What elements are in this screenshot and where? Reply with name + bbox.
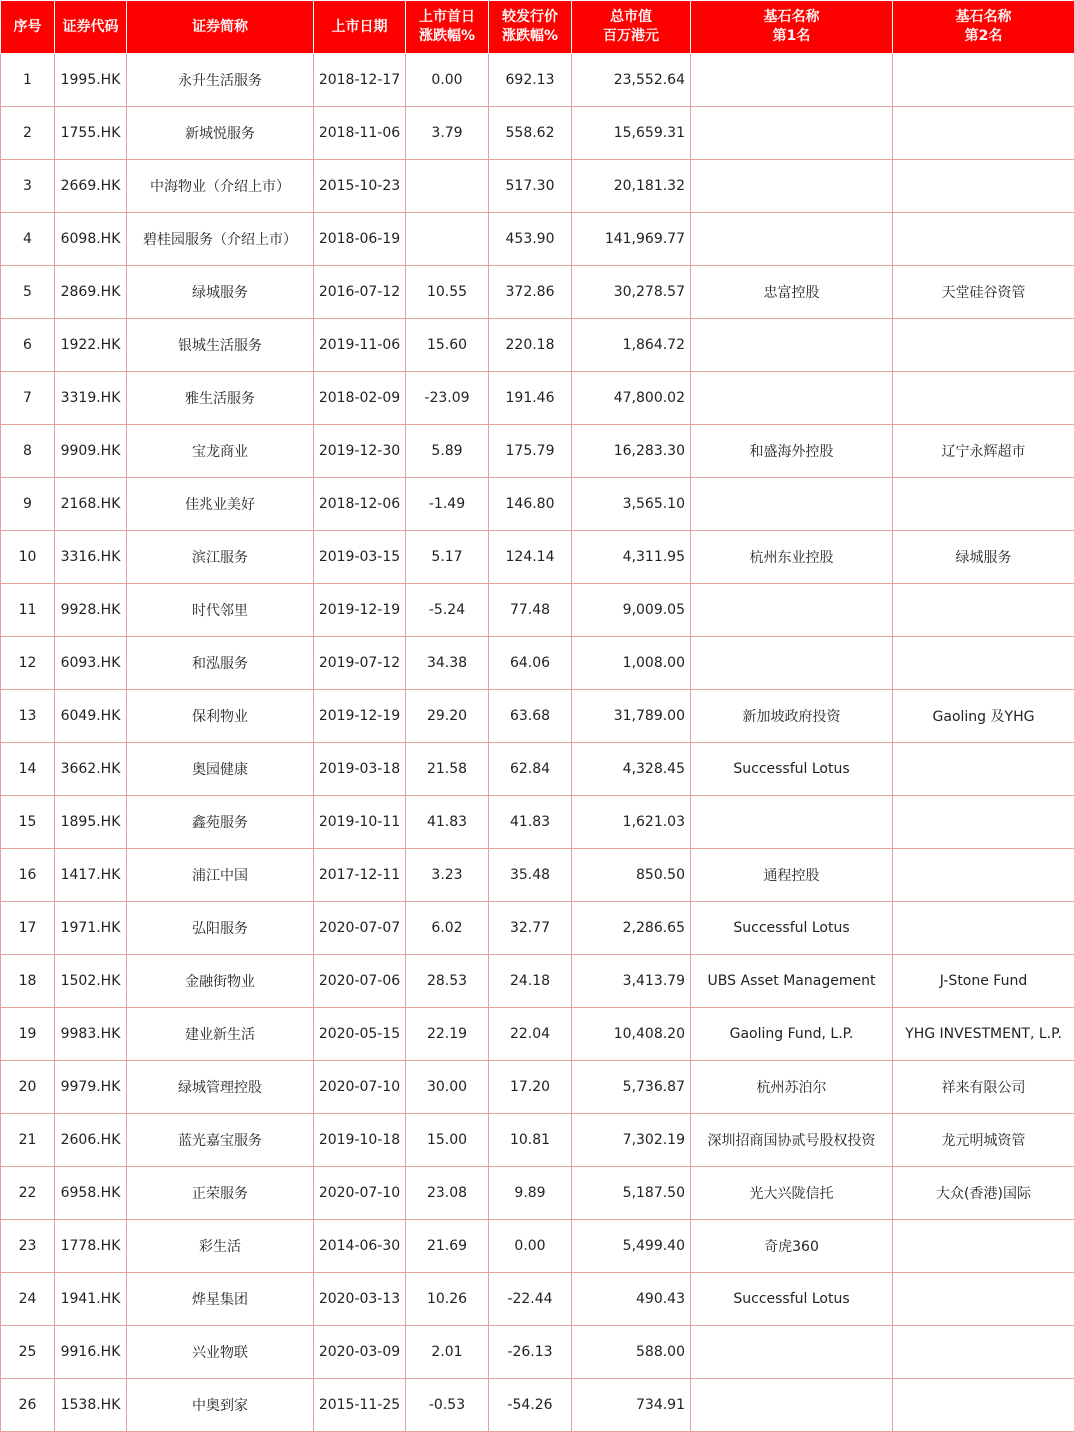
cell-code: 1778.HK bbox=[55, 1220, 127, 1273]
cell-code: 1502.HK bbox=[55, 955, 127, 1008]
cell-code: 2669.HK bbox=[55, 160, 127, 213]
cell-vs-ipo: -54.26 bbox=[489, 1379, 572, 1432]
cell-vs-ipo: 62.84 bbox=[489, 743, 572, 796]
cell-cornerstone-2 bbox=[893, 584, 1074, 637]
cell-code: 2869.HK bbox=[55, 266, 127, 319]
cell-vs-ipo: -26.13 bbox=[489, 1326, 572, 1379]
cell-mktcap: 2,286.65 bbox=[572, 902, 691, 955]
cell-name: 雅生活服务 bbox=[127, 372, 314, 425]
cell-cornerstone-2 bbox=[893, 372, 1074, 425]
cell-cornerstone-2 bbox=[893, 637, 1074, 690]
cell-first-day: -0.53 bbox=[406, 1379, 489, 1432]
cell-date: 2018-02-09 bbox=[314, 372, 406, 425]
cell-vs-ipo: 372.86 bbox=[489, 266, 572, 319]
cell-code: 9983.HK bbox=[55, 1008, 127, 1061]
cell-cornerstone-2: Gaoling 及YHG bbox=[893, 690, 1074, 743]
cell-code: 1941.HK bbox=[55, 1273, 127, 1326]
cell-seq: 9 bbox=[1, 478, 55, 531]
cell-seq: 14 bbox=[1, 743, 55, 796]
table-row bbox=[1, 743, 1074, 796]
cell-seq: 3 bbox=[1, 160, 55, 213]
cell-seq: 4 bbox=[1, 213, 55, 266]
cell-seq: 10 bbox=[1, 531, 55, 584]
cell-cornerstone-1 bbox=[691, 796, 893, 849]
cell-vs-ipo: 175.79 bbox=[489, 425, 572, 478]
cell-first-day: 28.53 bbox=[406, 955, 489, 1008]
cell-code: 2168.HK bbox=[55, 478, 127, 531]
cell-date: 2015-11-25 bbox=[314, 1379, 406, 1432]
cell-mktcap: 3,413.79 bbox=[572, 955, 691, 1008]
cell-vs-ipo: 24.18 bbox=[489, 955, 572, 1008]
cell-cornerstone-2 bbox=[893, 1220, 1074, 1273]
cell-code: 1755.HK bbox=[55, 107, 127, 160]
cell-date: 2019-03-15 bbox=[314, 531, 406, 584]
table-row bbox=[1, 637, 1074, 690]
cell-first-day bbox=[406, 213, 489, 266]
cell-cornerstone-2 bbox=[893, 319, 1074, 372]
cell-vs-ipo: 41.83 bbox=[489, 796, 572, 849]
table-row bbox=[1, 1273, 1074, 1326]
table-row bbox=[1, 902, 1074, 955]
cell-vs-ipo: 0.00 bbox=[489, 1220, 572, 1273]
cell-first-day: 6.02 bbox=[406, 902, 489, 955]
cell-date: 2014-06-30 bbox=[314, 1220, 406, 1273]
table-row bbox=[1, 690, 1074, 743]
cell-date: 2018-12-17 bbox=[314, 54, 406, 107]
cell-date: 2020-07-10 bbox=[314, 1167, 406, 1220]
header-code: 证券代码 bbox=[55, 1, 127, 54]
cell-date: 2018-11-06 bbox=[314, 107, 406, 160]
table-row bbox=[1, 54, 1074, 107]
cell-cornerstone-1: 通程控股 bbox=[691, 849, 893, 902]
cell-mktcap: 5,499.40 bbox=[572, 1220, 691, 1273]
cell-code: 6098.HK bbox=[55, 213, 127, 266]
cell-name: 浦江中国 bbox=[127, 849, 314, 902]
cell-cornerstone-1: 杭州东业控股 bbox=[691, 531, 893, 584]
cell-first-day: -5.24 bbox=[406, 584, 489, 637]
cell-name: 绿城服务 bbox=[127, 266, 314, 319]
cell-cornerstone-1: UBS Asset Management bbox=[691, 955, 893, 1008]
cell-seq: 1 bbox=[1, 54, 55, 107]
table-row bbox=[1, 266, 1074, 319]
cell-cornerstone-2: 绿城服务 bbox=[893, 531, 1074, 584]
table-row bbox=[1, 1326, 1074, 1379]
cell-cornerstone-2 bbox=[893, 902, 1074, 955]
cell-first-day: 23.08 bbox=[406, 1167, 489, 1220]
cell-name: 新城悦服务 bbox=[127, 107, 314, 160]
table-row bbox=[1, 319, 1074, 372]
cell-code: 6049.HK bbox=[55, 690, 127, 743]
cell-seq: 2 bbox=[1, 107, 55, 160]
cell-date: 2020-07-06 bbox=[314, 955, 406, 1008]
cell-first-day: -1.49 bbox=[406, 478, 489, 531]
cell-name: 佳兆业美好 bbox=[127, 478, 314, 531]
table-row bbox=[1, 955, 1074, 1008]
table-row bbox=[1, 213, 1074, 266]
cell-first-day: 29.20 bbox=[406, 690, 489, 743]
cell-first-day: 3.79 bbox=[406, 107, 489, 160]
table-row bbox=[1, 1008, 1074, 1061]
cell-first-day: 21.69 bbox=[406, 1220, 489, 1273]
table-row bbox=[1, 796, 1074, 849]
cell-name: 鑫苑服务 bbox=[127, 796, 314, 849]
cell-cornerstone-1 bbox=[691, 54, 893, 107]
cell-name: 中奥到家 bbox=[127, 1379, 314, 1432]
cell-name: 绿城管理控股 bbox=[127, 1061, 314, 1114]
cell-first-day: 15.00 bbox=[406, 1114, 489, 1167]
cell-seq: 7 bbox=[1, 372, 55, 425]
cell-date: 2018-06-19 bbox=[314, 213, 406, 266]
cell-seq: 16 bbox=[1, 849, 55, 902]
cell-code: 9909.HK bbox=[55, 425, 127, 478]
cell-seq: 15 bbox=[1, 796, 55, 849]
cell-first-day: 10.55 bbox=[406, 266, 489, 319]
cell-mktcap: 23,552.64 bbox=[572, 54, 691, 107]
cell-date: 2020-07-10 bbox=[314, 1061, 406, 1114]
cell-vs-ipo: 692.13 bbox=[489, 54, 572, 107]
cell-date: 2016-07-12 bbox=[314, 266, 406, 319]
cell-cornerstone-2: 龙元明城资管 bbox=[893, 1114, 1074, 1167]
cell-name: 宝龙商业 bbox=[127, 425, 314, 478]
header-cornerstone-1: 基石名称 第1名 bbox=[691, 1, 893, 54]
cell-cornerstone-1 bbox=[691, 319, 893, 372]
cell-seq: 22 bbox=[1, 1167, 55, 1220]
cell-date: 2020-05-15 bbox=[314, 1008, 406, 1061]
cell-seq: 19 bbox=[1, 1008, 55, 1061]
cell-cornerstone-1: 杭州苏泊尔 bbox=[691, 1061, 893, 1114]
cell-cornerstone-1: Gaoling Fund, L.P. bbox=[691, 1008, 893, 1061]
cell-vs-ipo: 10.81 bbox=[489, 1114, 572, 1167]
cell-cornerstone-1: 奇虎360 bbox=[691, 1220, 893, 1273]
cell-cornerstone-2 bbox=[893, 1326, 1074, 1379]
cell-code: 1995.HK bbox=[55, 54, 127, 107]
cell-mktcap: 5,736.87 bbox=[572, 1061, 691, 1114]
cell-seq: 8 bbox=[1, 425, 55, 478]
cell-mktcap: 1,864.72 bbox=[572, 319, 691, 372]
cell-name: 彩生活 bbox=[127, 1220, 314, 1273]
cell-vs-ipo: 124.14 bbox=[489, 531, 572, 584]
cell-code: 1895.HK bbox=[55, 796, 127, 849]
cell-cornerstone-2 bbox=[893, 160, 1074, 213]
cell-cornerstone-1 bbox=[691, 637, 893, 690]
cell-mktcap: 141,969.77 bbox=[572, 213, 691, 266]
cell-cornerstone-2: 天堂硅谷资管 bbox=[893, 266, 1074, 319]
cell-name: 永升生活服务 bbox=[127, 54, 314, 107]
cell-name: 碧桂园服务（介绍上市） bbox=[127, 213, 314, 266]
cell-code: 3319.HK bbox=[55, 372, 127, 425]
cell-code: 1922.HK bbox=[55, 319, 127, 372]
cell-cornerstone-1: Successful Lotus bbox=[691, 743, 893, 796]
cell-mktcap: 30,278.57 bbox=[572, 266, 691, 319]
cell-cornerstone-2: 辽宁永辉超市 bbox=[893, 425, 1074, 478]
header-vs-ipo: 较发行价 涨跌幅% bbox=[489, 1, 572, 54]
cell-seq: 18 bbox=[1, 955, 55, 1008]
table-row bbox=[1, 1114, 1074, 1167]
cell-seq: 20 bbox=[1, 1061, 55, 1114]
cell-code: 2606.HK bbox=[55, 1114, 127, 1167]
cell-name: 时代邻里 bbox=[127, 584, 314, 637]
cell-first-day: 30.00 bbox=[406, 1061, 489, 1114]
cell-seq: 26 bbox=[1, 1379, 55, 1432]
cell-seq: 25 bbox=[1, 1326, 55, 1379]
cell-code: 3316.HK bbox=[55, 531, 127, 584]
cell-cornerstone-2 bbox=[893, 54, 1074, 107]
table-row bbox=[1, 1167, 1074, 1220]
cell-mktcap: 9,009.05 bbox=[572, 584, 691, 637]
cell-cornerstone-2 bbox=[893, 107, 1074, 160]
cell-cornerstone-2 bbox=[893, 478, 1074, 531]
cell-vs-ipo: 146.80 bbox=[489, 478, 572, 531]
table-row bbox=[1, 531, 1074, 584]
cell-cornerstone-1 bbox=[691, 478, 893, 531]
cell-code: 9979.HK bbox=[55, 1061, 127, 1114]
cell-name: 兴业物联 bbox=[127, 1326, 314, 1379]
cell-cornerstone-1 bbox=[691, 160, 893, 213]
cell-cornerstone-1: 新加坡政府投资 bbox=[691, 690, 893, 743]
header-name: 证券简称 bbox=[127, 1, 314, 54]
cell-name: 中海物业（介绍上市） bbox=[127, 160, 314, 213]
cell-cornerstone-2 bbox=[893, 1273, 1074, 1326]
cell-date: 2020-03-13 bbox=[314, 1273, 406, 1326]
table-row bbox=[1, 107, 1074, 160]
cell-date: 2019-12-19 bbox=[314, 584, 406, 637]
cell-date: 2019-12-19 bbox=[314, 690, 406, 743]
cell-vs-ipo: 220.18 bbox=[489, 319, 572, 372]
cell-seq: 17 bbox=[1, 902, 55, 955]
header-seq: 序号 bbox=[1, 1, 55, 54]
cell-vs-ipo: 191.46 bbox=[489, 372, 572, 425]
cell-first-day: 34.38 bbox=[406, 637, 489, 690]
cell-seq: 6 bbox=[1, 319, 55, 372]
cell-first-day: -23.09 bbox=[406, 372, 489, 425]
cell-first-day: 22.19 bbox=[406, 1008, 489, 1061]
cell-mktcap: 734.91 bbox=[572, 1379, 691, 1432]
cell-first-day: 21.58 bbox=[406, 743, 489, 796]
cell-cornerstone-2 bbox=[893, 849, 1074, 902]
cell-first-day: 5.89 bbox=[406, 425, 489, 478]
cell-vs-ipo: 22.04 bbox=[489, 1008, 572, 1061]
cell-cornerstone-1 bbox=[691, 584, 893, 637]
cell-cornerstone-2 bbox=[893, 213, 1074, 266]
cell-name: 银城生活服务 bbox=[127, 319, 314, 372]
cell-code: 9928.HK bbox=[55, 584, 127, 637]
cell-cornerstone-1 bbox=[691, 107, 893, 160]
cell-cornerstone-1 bbox=[691, 213, 893, 266]
cell-name: 金融街物业 bbox=[127, 955, 314, 1008]
table-row bbox=[1, 425, 1074, 478]
cell-mktcap: 7,302.19 bbox=[572, 1114, 691, 1167]
cell-date: 2019-03-18 bbox=[314, 743, 406, 796]
cell-first-day: 41.83 bbox=[406, 796, 489, 849]
table-row bbox=[1, 372, 1074, 425]
cell-seq: 13 bbox=[1, 690, 55, 743]
cell-cornerstone-1: Successful Lotus bbox=[691, 1273, 893, 1326]
cell-date: 2019-10-18 bbox=[314, 1114, 406, 1167]
cell-cornerstone-1 bbox=[691, 1379, 893, 1432]
table-row bbox=[1, 849, 1074, 902]
cell-code: 9916.HK bbox=[55, 1326, 127, 1379]
table-row bbox=[1, 1379, 1074, 1432]
cell-vs-ipo: -22.44 bbox=[489, 1273, 572, 1326]
table-row bbox=[1, 1061, 1074, 1114]
cell-code: 3662.HK bbox=[55, 743, 127, 796]
cell-mktcap: 1,008.00 bbox=[572, 637, 691, 690]
table-row bbox=[1, 584, 1074, 637]
cell-name: 烨星集团 bbox=[127, 1273, 314, 1326]
cell-date: 2015-10-23 bbox=[314, 160, 406, 213]
cell-cornerstone-2 bbox=[893, 1379, 1074, 1432]
cell-date: 2020-07-07 bbox=[314, 902, 406, 955]
cell-first-day: 10.26 bbox=[406, 1273, 489, 1326]
cell-mktcap: 31,789.00 bbox=[572, 690, 691, 743]
cell-seq: 12 bbox=[1, 637, 55, 690]
cell-cornerstone-1: 深圳招商国协贰号股权投资 bbox=[691, 1114, 893, 1167]
cell-cornerstone-1: 光大兴陇信托 bbox=[691, 1167, 893, 1220]
cell-name: 弘阳服务 bbox=[127, 902, 314, 955]
cell-mktcap: 5,187.50 bbox=[572, 1167, 691, 1220]
header-date: 上市日期 bbox=[314, 1, 406, 54]
cell-cornerstone-2: J-Stone Fund bbox=[893, 955, 1074, 1008]
cell-first-day: 2.01 bbox=[406, 1326, 489, 1379]
cell-code: 6958.HK bbox=[55, 1167, 127, 1220]
cell-mktcap: 47,800.02 bbox=[572, 372, 691, 425]
cell-cornerstone-2: 祥来有限公司 bbox=[893, 1061, 1074, 1114]
cell-first-day: 15.60 bbox=[406, 319, 489, 372]
cell-vs-ipo: 17.20 bbox=[489, 1061, 572, 1114]
cell-name: 保利物业 bbox=[127, 690, 314, 743]
cell-mktcap: 850.50 bbox=[572, 849, 691, 902]
cell-cornerstone-1: Successful Lotus bbox=[691, 902, 893, 955]
cell-seq: 23 bbox=[1, 1220, 55, 1273]
cell-seq: 11 bbox=[1, 584, 55, 637]
cell-name: 滨江服务 bbox=[127, 531, 314, 584]
cell-mktcap: 490.43 bbox=[572, 1273, 691, 1326]
table-header-row bbox=[1, 1, 1074, 54]
cell-first-day: 0.00 bbox=[406, 54, 489, 107]
cell-vs-ipo: 77.48 bbox=[489, 584, 572, 637]
cell-vs-ipo: 63.68 bbox=[489, 690, 572, 743]
cell-vs-ipo: 558.62 bbox=[489, 107, 572, 160]
cell-date: 2019-07-12 bbox=[314, 637, 406, 690]
cell-cornerstone-1 bbox=[691, 1326, 893, 1379]
table-row bbox=[1, 160, 1074, 213]
cell-code: 6093.HK bbox=[55, 637, 127, 690]
cell-cornerstone-2: YHG INVESTMENT, L.P. bbox=[893, 1008, 1074, 1061]
cell-vs-ipo: 517.30 bbox=[489, 160, 572, 213]
cell-mktcap: 4,311.95 bbox=[572, 531, 691, 584]
cell-mktcap: 3,565.10 bbox=[572, 478, 691, 531]
cell-cornerstone-2 bbox=[893, 743, 1074, 796]
cell-mktcap: 20,181.32 bbox=[572, 160, 691, 213]
cell-first-day: 3.23 bbox=[406, 849, 489, 902]
cell-mktcap: 588.00 bbox=[572, 1326, 691, 1379]
cell-vs-ipo: 64.06 bbox=[489, 637, 572, 690]
cell-mktcap: 15,659.31 bbox=[572, 107, 691, 160]
cell-name: 建业新生活 bbox=[127, 1008, 314, 1061]
cell-cornerstone-1: 忠富控股 bbox=[691, 266, 893, 319]
cell-date: 2019-10-11 bbox=[314, 796, 406, 849]
cell-seq: 5 bbox=[1, 266, 55, 319]
table-row bbox=[1, 478, 1074, 531]
cell-cornerstone-2 bbox=[893, 796, 1074, 849]
header-first-day: 上市首日 涨跌幅% bbox=[406, 1, 489, 54]
cell-name: 蓝光嘉宝服务 bbox=[127, 1114, 314, 1167]
header-cornerstone-2: 基石名称 第2名 bbox=[893, 1, 1074, 54]
cell-cornerstone-2: 大众(香港)国际 bbox=[893, 1167, 1074, 1220]
cell-date: 2019-11-06 bbox=[314, 319, 406, 372]
cell-mktcap: 4,328.45 bbox=[572, 743, 691, 796]
cell-code: 1971.HK bbox=[55, 902, 127, 955]
cell-code: 1538.HK bbox=[55, 1379, 127, 1432]
cell-cornerstone-1 bbox=[691, 372, 893, 425]
cell-name: 奥园健康 bbox=[127, 743, 314, 796]
table-row bbox=[1, 1220, 1074, 1273]
cell-first-day bbox=[406, 160, 489, 213]
cell-cornerstone-1: 和盛海外控股 bbox=[691, 425, 893, 478]
cell-mktcap: 10,408.20 bbox=[572, 1008, 691, 1061]
cell-date: 2020-03-09 bbox=[314, 1326, 406, 1379]
cell-date: 2018-12-06 bbox=[314, 478, 406, 531]
cell-vs-ipo: 9.89 bbox=[489, 1167, 572, 1220]
cell-vs-ipo: 35.48 bbox=[489, 849, 572, 902]
cell-mktcap: 16,283.30 bbox=[572, 425, 691, 478]
header-mktcap: 总市值 百万港元 bbox=[572, 1, 691, 54]
cell-mktcap: 1,621.03 bbox=[572, 796, 691, 849]
cell-code: 1417.HK bbox=[55, 849, 127, 902]
cell-name: 和泓服务 bbox=[127, 637, 314, 690]
cell-seq: 21 bbox=[1, 1114, 55, 1167]
cell-date: 2019-12-30 bbox=[314, 425, 406, 478]
cell-first-day: 5.17 bbox=[406, 531, 489, 584]
cell-vs-ipo: 453.90 bbox=[489, 213, 572, 266]
cell-date: 2017-12-11 bbox=[314, 849, 406, 902]
cell-vs-ipo: 32.77 bbox=[489, 902, 572, 955]
cell-name: 正荣服务 bbox=[127, 1167, 314, 1220]
cell-seq: 24 bbox=[1, 1273, 55, 1326]
